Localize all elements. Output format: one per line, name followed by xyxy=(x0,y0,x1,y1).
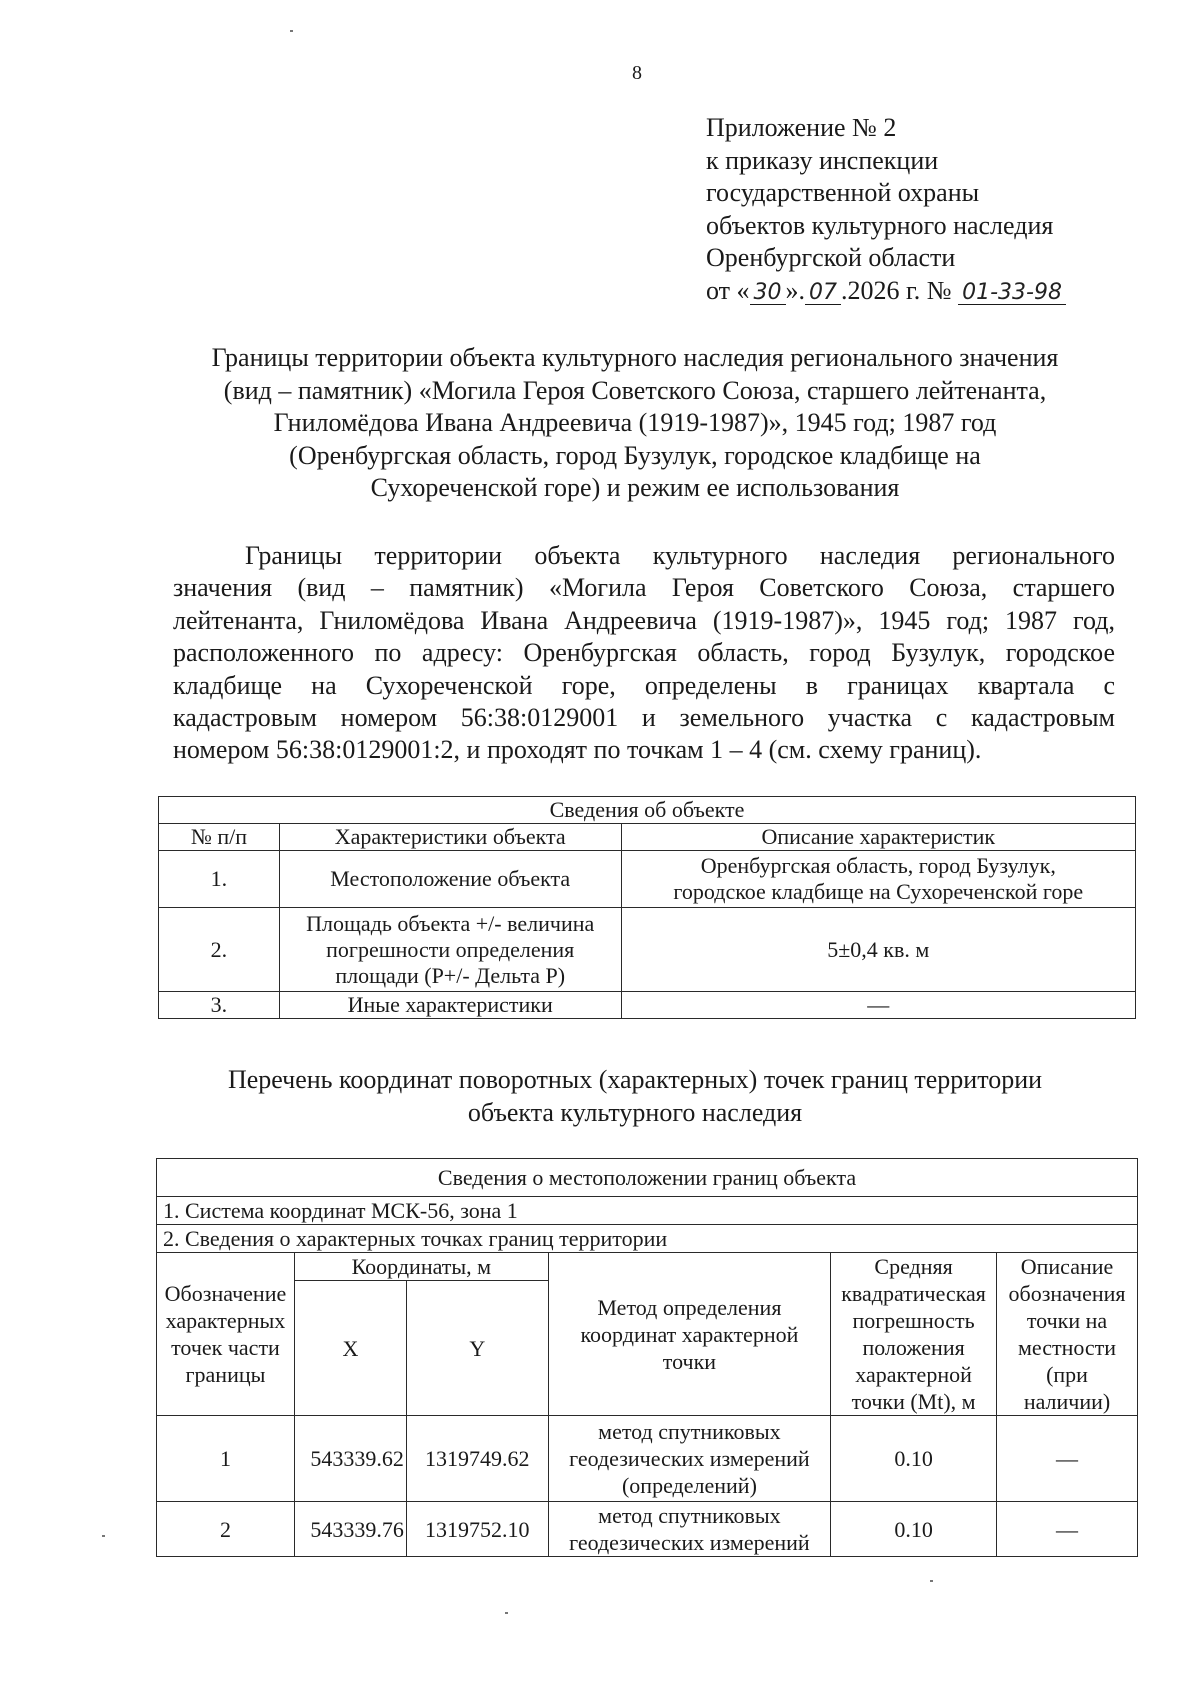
name-line: Площадь объекта +/- величина xyxy=(306,910,595,936)
handwritten-day: 30 xyxy=(750,282,786,305)
table-row xyxy=(157,1416,1138,1502)
error-value: 0.10 xyxy=(831,1416,997,1502)
method-line: метод спутниковых xyxy=(598,1419,781,1444)
scan-speck xyxy=(102,1535,105,1537)
title-line: (вид – памятник) «Могила Героя Советского Союза, старшего лейтенанта, xyxy=(223,375,1047,405)
appendix-line: Оренбургской области xyxy=(706,243,956,272)
handwritten-order-number: 01-33-98 xyxy=(958,282,1066,305)
appendix-line: государственной охраны xyxy=(706,178,980,207)
title-line: (Оренбургская область, город Бузулук, городское кладбище на xyxy=(289,440,981,470)
point-id: 2 xyxy=(157,1502,295,1557)
name-line: погрешности определения xyxy=(326,936,575,962)
header-line: наличии) xyxy=(1023,1389,1111,1414)
characteristic-name xyxy=(279,908,621,992)
description-line: Оренбургская область, город Бузулук, xyxy=(700,853,1056,878)
characteristic-name: Иные характеристики xyxy=(279,992,621,1019)
header-line: точки xyxy=(662,1348,717,1374)
method-line: (определений) xyxy=(621,1473,757,1498)
description-line: городское кладбище на Сухореченской горе xyxy=(673,879,1084,904)
coordinate-system-row xyxy=(157,1197,1138,1225)
intro-paragraph xyxy=(173,540,1115,767)
point-id: 1 xyxy=(157,1416,295,1502)
table-row xyxy=(159,992,1136,1019)
header-line: характерной xyxy=(855,1362,972,1387)
section-title-line: Перечень координат поворотных (характерных) точек границ территории xyxy=(227,1065,1043,1094)
intro-line: лейтенанта, Гниломёдова Ивана Андреевича (1919-1987)», 1945 год; 1987 год, xyxy=(173,605,1115,635)
document-title xyxy=(140,342,1130,505)
section-title-line: объекта культурного наследия xyxy=(467,1097,803,1127)
column-header-error xyxy=(831,1253,997,1416)
point-description: — xyxy=(997,1416,1138,1502)
coordinate-x: 543339.62 xyxy=(294,1416,406,1502)
column-header-method xyxy=(548,1253,830,1416)
table-caption-row xyxy=(159,797,1136,824)
intro-line: номером 56:38:0129001:2, и проходят по точкам 1 – 4 (см. схему границ). xyxy=(173,735,982,765)
header-line: местности xyxy=(1017,1335,1117,1360)
points-heading-row xyxy=(157,1225,1138,1253)
method-line: геодезических измерений xyxy=(569,1530,810,1555)
appendix-line: Приложение № 2 xyxy=(706,113,897,142)
header-line: точки (Mt), м xyxy=(851,1389,976,1414)
table-header-row xyxy=(157,1253,1138,1281)
header-line: Метод определения xyxy=(597,1294,782,1320)
title-line: Гниломёдова Ивана Андреевича (1919-1987)», 1945 год; 1987 год xyxy=(273,408,997,437)
table-row xyxy=(157,1502,1138,1557)
date-prefix: от « xyxy=(706,275,750,305)
coordinate-system: 1. Система координат МСК-56, зона 1 xyxy=(157,1197,1138,1225)
table-row xyxy=(159,851,1136,908)
object-info-table xyxy=(158,796,1136,1019)
column-header-y: Y xyxy=(406,1281,548,1416)
name-line: площади (Р+/- Дельта Р) xyxy=(335,962,566,988)
intro-line: расположенного по адресу: Оренбургская область, город Бузулук, городское xyxy=(173,638,1115,668)
characteristic-description xyxy=(621,851,1135,908)
row-number: 3. xyxy=(159,992,280,1019)
header-line: точек части xyxy=(171,1335,280,1360)
error-value: 0.10 xyxy=(831,1502,997,1557)
appendix-line: к приказу инспекции xyxy=(706,145,939,175)
order-date-line xyxy=(706,275,1176,308)
title-line: Границы территории объекта культурного наследия регионального значения xyxy=(211,343,1059,372)
characteristic-description: — xyxy=(621,992,1135,1019)
method xyxy=(548,1416,830,1502)
header-line: квадратическая xyxy=(841,1281,986,1306)
column-header-description xyxy=(997,1253,1138,1416)
header-line: Описание xyxy=(1020,1254,1114,1279)
intro-line: значения (вид – памятник) «Могила Героя Советского Союза, старшего xyxy=(173,573,1115,603)
coordinates-section-title xyxy=(140,1064,1130,1129)
column-header-point xyxy=(157,1253,295,1416)
appendix-line: объектов культурного наследия xyxy=(706,210,1054,240)
header-line: (при xyxy=(1046,1362,1088,1387)
handwritten-month: 07 xyxy=(805,282,841,305)
coordinate-y: 1319752.10 xyxy=(406,1502,548,1557)
row-number: 1. xyxy=(159,851,280,908)
scan-speck xyxy=(930,1580,933,1582)
header-line: погрешность xyxy=(852,1308,975,1333)
point-description: — xyxy=(997,1502,1138,1557)
intro-line: кладбище на Сухореченской горе, определены в границах квартала с xyxy=(173,670,1115,700)
column-header-x: X xyxy=(294,1281,406,1416)
table-caption: Сведения о местоположении границ объекта xyxy=(157,1159,1138,1197)
page-number: 8 xyxy=(632,62,642,84)
row-number: 2. xyxy=(159,908,280,992)
table-caption-row xyxy=(157,1159,1138,1197)
intro-line: Границы территории объекта культурного наследия регионального xyxy=(245,541,1115,570)
coordinate-y: 1319749.62 xyxy=(406,1416,548,1502)
scan-speck xyxy=(290,30,293,32)
header-line: Обозначение xyxy=(164,1281,287,1306)
column-header: Характеристики объекта xyxy=(279,824,621,851)
characteristic-description: 5±0,4 кв. м xyxy=(621,908,1135,992)
header-line: Средняя xyxy=(874,1254,953,1279)
header-line: координат характерной xyxy=(580,1321,799,1347)
date-mid: ». xyxy=(785,275,806,305)
table-header-row xyxy=(159,824,1136,851)
column-header: № п/п xyxy=(159,824,280,851)
method-line: геодезических измерений xyxy=(569,1446,810,1471)
title-line: Сухореченской горе) и режим ее использования xyxy=(370,473,900,502)
table-caption: Сведения об объекте xyxy=(159,797,1136,824)
header-line: положения xyxy=(862,1335,965,1360)
method-line: метод спутниковых xyxy=(598,1503,781,1528)
column-header: Описание характеристик xyxy=(621,824,1135,851)
coordinates-table xyxy=(156,1158,1138,1557)
table-row xyxy=(159,908,1136,992)
appendix-header xyxy=(706,112,1176,307)
header-line: точки на xyxy=(1026,1308,1108,1333)
header-line: обозначения xyxy=(1008,1281,1126,1306)
points-heading: 2. Сведения о характерных точках границ территории xyxy=(157,1225,1138,1253)
intro-line: кадастровым номером 56:38:0129001 и земельного участка с кадастровым xyxy=(173,703,1115,733)
header-line: характерных xyxy=(165,1308,286,1333)
method xyxy=(548,1502,830,1557)
column-header-coordinates: Координаты, м xyxy=(294,1253,548,1281)
date-year: .2026 г. № xyxy=(841,275,952,305)
coordinate-x: 543339.76 xyxy=(294,1502,406,1557)
scan-speck xyxy=(505,1612,508,1614)
characteristic-name: Местоположение объекта xyxy=(279,851,621,908)
header-line: границы xyxy=(185,1362,266,1387)
